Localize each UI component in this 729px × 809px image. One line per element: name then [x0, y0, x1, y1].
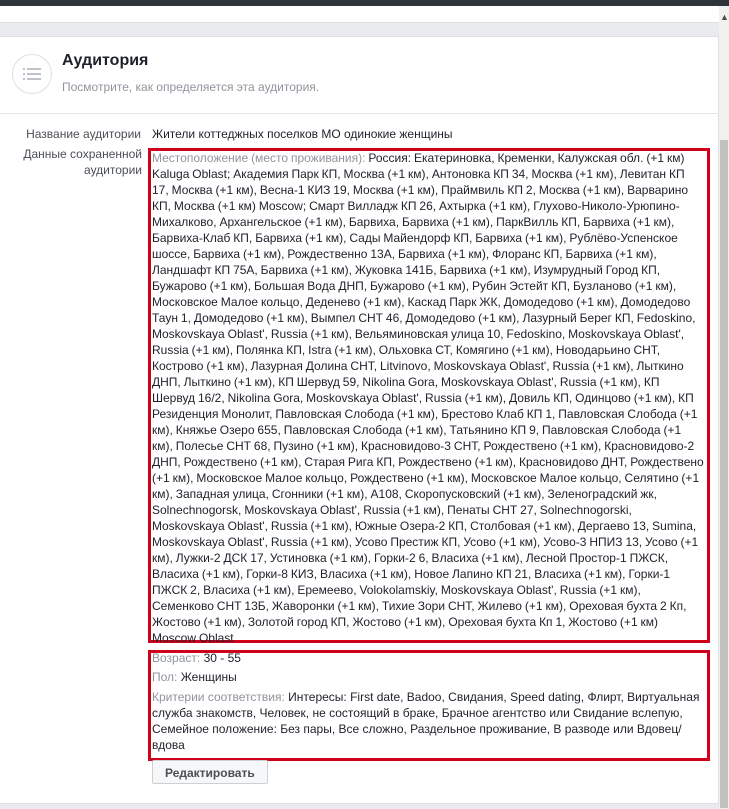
age-label: Возраст: [152, 651, 201, 665]
scrollbar-thumb[interactable] [720, 140, 728, 808]
gender-label: Пол: [152, 670, 178, 684]
previous-card-edge [0, 6, 719, 23]
list-icon [12, 54, 52, 94]
location-details [152, 150, 704, 646]
gender-value: Женщины [180, 670, 237, 684]
gender-row [152, 669, 704, 685]
section-subtitle: Посмотрите, как определяется эта аудитория. [62, 80, 320, 94]
location-value: Россия: Екатериновка, Кременки, Калужская обл. (+1 км) Kaluga Oblast; Академия Парк КП, Москва (+1 км), Антоновка КП 34, Москва (+1 км), Левитан КП 17, Москва (+1 км), Весна-1 КИЗ 19, Москва (+1 км), Праймвиль КП 2, Москва (+1 км), Варварино КП, Москва (+1 км) Moscow; Смарт Вилладж КП 26, Ахтырка (+1 км), Глухово-Николо-Урюпино-Михалково, Архангельское (+1 км), Барвиха, Барвиха (+1 км), ПаркВилль КП, Барвиха (+1 км), Барвиха-Клаб КП, Барвиха (+1 км), Сады Майендорф КП, Барвиха (+1 км), Рублёво-Успенское шоссе, Барвиха (+1 км), Рождественно 13А, Барвиха (+1 км), Флоранс КП, Барвиха (+1 км), Ландшафт КП 75А, Барвиха (+1 км), Жуковка 141Б, Барвиха (+1 км), Изумрудный Город КП, Бужарово (+1 км), Большая Вода ДНП, Бужарово (+1 км), Рубин Эстейт КП, Бузланово (+1 км), Московское Малое кольцо, Деденево (+1 км), Каскад Парк ЖК, Домодедово (+1 км), Домодедово Таун 1, Домодедово (+1 км), Вымпел СНТ 46, Домодедово (+1 км), Лазурный Берег КП, Fedoskino, Moskovskaya Oblast', Russia (+1 км), Вельяминовская улица 10, Fedoskino, Moskovskaya Oblast', Russia (+1 км), Полянка КП, Istra (+1 км), Ольховка СТ, Комягино (+1 км), Новодарьино СНТ, Кострово (+1 км), Лазурная Долина СНТ, Litvinovo, Moskovskaya Oblast', Russia (+1 км), Лыткино ДНП, Лыткино (+1 км), КП Шервуд 59, Nikolina Gora, Moskovskaya Oblast', Russia (+1 км), КП Шервуд 16/2, Nikolina Gora, Moskovskaya Oblast', Russia (+1 км), Довиль КП, Одинцово (+1 км), КП Резиденция Монолит, Павловская Слобода (+1 км), Брестово Клаб КП 1, Павловская Слобода (+1 км), Княжье Озеро 655, Павловская Слобода (+1 км), Татьянино КП 9, Павловская Слобода (+1 км), Полесье СНТ 68, Пузино (+1 км), Красновидово-3 СНТ, Рождествено (+1 км), Красновидово-2 ДНП, Рождествено (+1 км), Старая Рига КП, Рождествено (+1 км), Красновидово ДНТ, Рождествено (+1 км), Московское Малое кольцо, Рождествено (+1 км), Московское Малое кольцо, Селятино (+1 км), Западная улица, Сгонники (+1 км), А108, Скоропусковский (+1 км), Зеленоградский жк, Solnechnogorsk, Moskovskaya Oblast', Russia (+1 км), Пенаты СНТ 27, Solnechnogorski, Moskovskaya Oblast', Russia (+1 км), Южные Озера-2 КП, Столбовая (+1 км), Дергаево 13, Sumina, Moskovskaya Oblast', Russia (+1 км), Усово Престиж КП, Усово (+1 км), Усово-3 НПИЗ 13, Усово (+1 км), Лужки-2 ДСК 17, Устиновка (+1 км), Горки-2 6, Власиха (+1 км), Лесной Простор-1 ПЖСК, Власиха (+1 км), Горки-8 КИЗ, Власиха (+1 км), Новое Лапино КП 21, Власиха (+1 км), Горки-1 ПЖСК 2, Власиха (+1 км), Еремеево, Volokolamskiy, Moskovskaya Oblast', Russia (+1 км), Семенково СНТ 13Б, Жаворонки (+1 км), Тихие Зори СНТ, Жилево (+1 км), Ореховая бухта 2 Кп, Жостово (+1 км), Золотой город КП, Жостово (+1 км), Ореховая бухта Кп 1, Жостово (+1 км) Moscow Oblast [152, 151, 704, 645]
saved-audience-label: Данные сохраненной аудитории [23, 147, 142, 177]
section-title: Аудитория [62, 52, 149, 69]
location-label: Местоположение (место проживания): [152, 151, 366, 165]
audience-name-label: Название аудитории [26, 127, 141, 141]
age-value: 30 - 55 [203, 651, 241, 665]
header-divider [0, 113, 719, 114]
age-row [152, 650, 704, 666]
criteria-label: Критерии соответствия: [152, 690, 285, 704]
criteria-value: Интересы: First date, Badoo, Свидания, Speed dating, Флирт, Виртуальная служба знакомств, Человек, не состоящий в браке, Брачное агентство или Свидание вслепую, Семейное положение: Без пары, Все сложно, Раздельное проживание, В разводе или Вдовец/вдова [152, 690, 700, 752]
scroll-up-arrow-icon[interactable]: ▲ [720, 12, 729, 22]
criteria-row [152, 689, 704, 753]
audience-name-value: Жители коттеджных поселков МО одинокие женщины [152, 127, 453, 141]
edit-button[interactable]: Редактировать [152, 760, 268, 784]
